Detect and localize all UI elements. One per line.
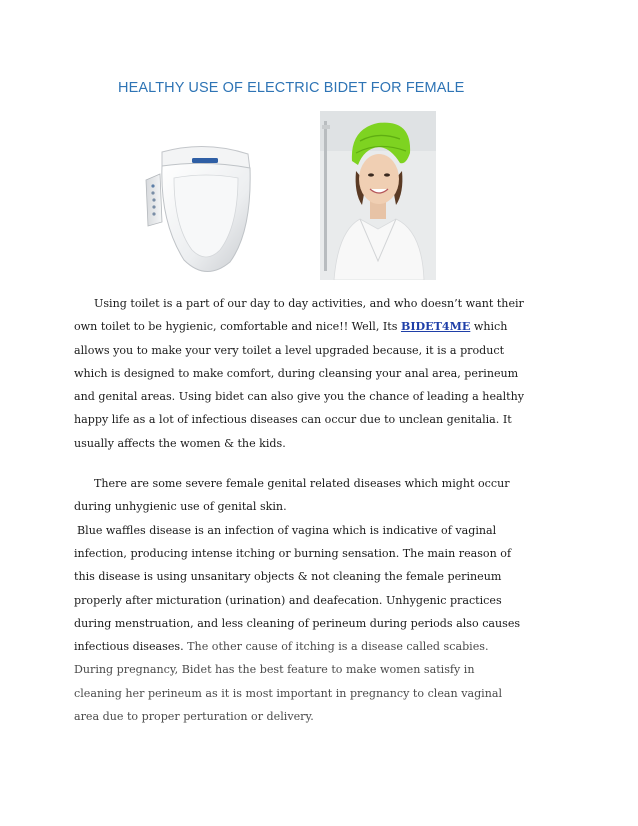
paragraph-1-line: allows you to make your very toilet a level upgraded because, it is a product [74,343,505,357]
paragraph-1-line: happy life as a lot of infectious diseases can occur due to unclean genitalia. It [74,413,512,427]
paragraph-1-line: and genital areas. Using bidet can also give you the chance of leading a healthy [74,390,525,404]
woman-photo-illustration [320,111,436,280]
paragraph-3-line: this disease is using unsanitary objects & not cleaning the female perineum [74,570,502,584]
paragraph-2-line: There are some severe female genital related diseases which might occur [94,477,510,491]
paragraph-1-text: own toilet to be hygienic, comfortable and nice!! Well, Its [74,320,401,334]
paragraph-3-line: cleaning her perineum as it is most important in pregnancy to clean vaginal [74,686,503,700]
paragraph-3-line: during menstruation, and less cleaning of perineum during periods also causes [74,616,521,630]
paragraph-3-line: Blue waffles disease is an infection of vagina which is indicative of vaginal [77,523,497,537]
scabies-sentence: The other cause of itching is a disease called scabies. [187,640,489,654]
article-body [74,292,574,728]
paragraph-3-line [74,635,574,658]
woman-green-towel-photo [320,111,436,280]
paragraph-2-line: during unhygienic use of genital skin. [74,500,287,514]
bidet4me-link[interactable]: BIDET4ME [400,320,471,334]
paragraph-gap [74,455,574,472]
page-title: HEALTHY USE OF ELECTRIC BIDET FOR FEMALE [118,80,465,96]
paragraph-1-line: Using toilet is a part of our day to day activities, and who doesn’t want their [94,297,524,310]
paragraph-1-text: which [470,320,508,334]
bidet-seat-image [140,122,270,282]
paragraph-1-line: which is designed to make comfort, during cleansing your anal area, perineum [74,366,519,380]
paragraph-3-line: infection, producing intense itching or burning sensation. The main reason of [74,546,512,560]
paragraph-1-line: usually affects the women & the kids. [74,436,286,450]
paragraph-3-line: area due to proper perturation or delivery. [74,710,314,724]
paragraph-3-text: infectious diseases. [74,640,188,654]
paragraph-3-line: properly after micturation (urination) and deafecation. Unhygenic practices [74,593,502,607]
bidet-seat-illustration [140,122,270,282]
paragraph-3-line: During pregnancy, Bidet has the best feature to make women satisfy in [74,663,475,677]
paragraph-1-line [74,315,574,338]
